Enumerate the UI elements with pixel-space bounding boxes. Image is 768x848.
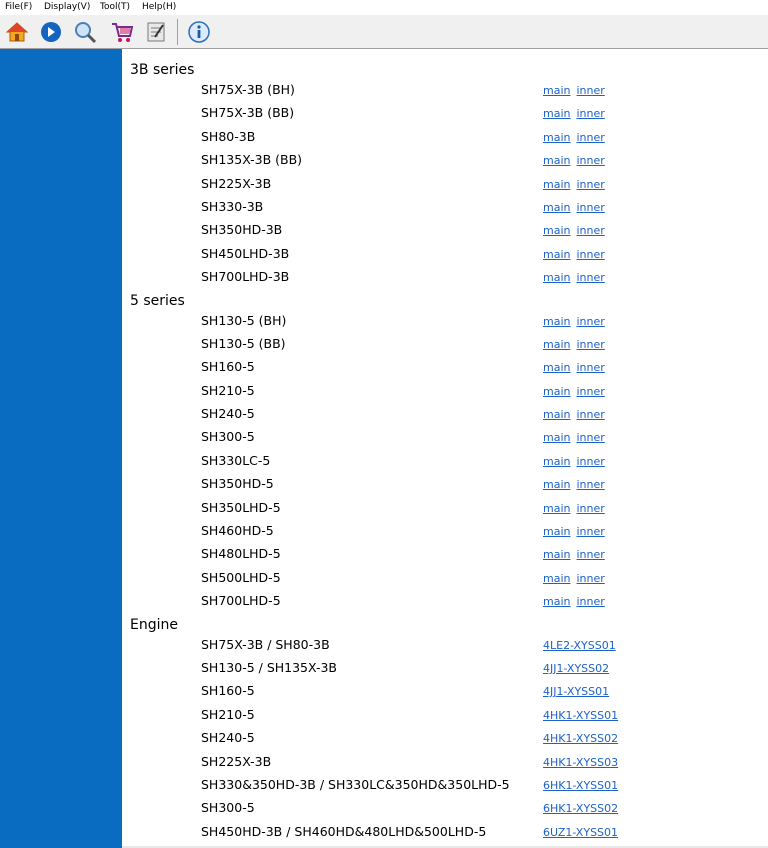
- link-6hk1-xyss02[interactable]: 6HK1-XYSS02: [543, 802, 619, 816]
- link-inner[interactable]: inner: [576, 501, 605, 515]
- model-name: SH210-5: [201, 706, 255, 722]
- model-name: SH700LHD-5: [201, 593, 281, 609]
- link-main[interactable]: main: [543, 478, 571, 492]
- model-row: [122, 704, 768, 727]
- section-title: 3B series: [130, 62, 195, 78]
- link-group: [543, 313, 611, 331]
- menu-file[interactable]: File(F): [5, 2, 33, 12]
- link-group: [543, 222, 611, 240]
- link-main[interactable]: main: [543, 177, 571, 191]
- link-main[interactable]: main: [543, 224, 571, 238]
- model-row: [122, 774, 768, 797]
- link-main[interactable]: main: [543, 337, 571, 351]
- link-inner[interactable]: inner: [576, 478, 605, 492]
- link-group: [543, 707, 624, 725]
- model-name: SH350HD-3B: [201, 222, 283, 238]
- link-group: [543, 336, 611, 354]
- link-inner[interactable]: inner: [576, 361, 605, 375]
- model-name: SH450LHD-3B: [201, 245, 290, 261]
- link-inner[interactable]: inner: [576, 525, 605, 539]
- model-name: SH330&350HD-3B / SH330LC&350HD&350LHD-5: [201, 776, 510, 792]
- section-header: [122, 59, 768, 79]
- model-row: [122, 473, 768, 496]
- model-row: [122, 497, 768, 520]
- link-6uz1-xyss01[interactable]: 6UZ1-XYSS01: [543, 825, 619, 839]
- menu-display[interactable]: Display(V): [44, 2, 91, 12]
- link-inner[interactable]: inner: [576, 84, 605, 97]
- model-row: [122, 310, 768, 333]
- link-group: [543, 660, 615, 678]
- model-row: [122, 266, 768, 289]
- content-pane: [122, 49, 768, 848]
- model-row: [122, 727, 768, 750]
- model-row: [122, 634, 768, 657]
- link-group: [543, 593, 611, 611]
- toolbar-separator: [177, 19, 178, 45]
- link-group: [543, 476, 611, 494]
- link-main[interactable]: main: [543, 384, 571, 398]
- link-group: [543, 754, 624, 772]
- link-group: [543, 730, 624, 748]
- link-group: [543, 429, 611, 447]
- link-group: [543, 269, 611, 287]
- link-main[interactable]: main: [543, 84, 571, 97]
- model-name: SH135X-3B (BB): [201, 152, 303, 168]
- link-group: [543, 500, 611, 518]
- model-row: [122, 450, 768, 473]
- model-row: [122, 590, 768, 613]
- model-row: [122, 380, 768, 403]
- search-icon[interactable]: [72, 19, 98, 45]
- section-header: [122, 290, 768, 310]
- link-4hk1-xyss03[interactable]: 4HK1-XYSS03: [543, 755, 619, 769]
- model-name: SH330LC-5: [201, 452, 271, 468]
- link-group: [543, 246, 611, 264]
- link-main[interactable]: main: [543, 154, 571, 168]
- model-name: SH75X-3B (BH): [201, 82, 295, 97]
- model-row: [122, 126, 768, 149]
- model-name: SH130-5 (BH): [201, 312, 287, 328]
- link-inner[interactable]: inner: [576, 154, 605, 168]
- model-name: SH350LHD-5: [201, 499, 281, 515]
- link-group: [543, 152, 611, 170]
- menu-bar: [0, 0, 768, 15]
- model-row: [122, 543, 768, 566]
- model-name: SH240-5: [201, 730, 255, 746]
- link-inner[interactable]: inner: [576, 408, 605, 422]
- link-inner[interactable]: inner: [576, 337, 605, 351]
- link-group: [543, 406, 611, 424]
- link-main[interactable]: main: [543, 501, 571, 515]
- section-title: Engine: [130, 616, 178, 633]
- model-name: SH130-5 / SH135X-3B: [201, 659, 337, 675]
- model-row: [122, 751, 768, 774]
- toolbar: [0, 15, 768, 49]
- model-name: SH300-5: [201, 429, 255, 445]
- link-group: [543, 570, 611, 588]
- link-main[interactable]: main: [543, 571, 571, 585]
- model-row: [122, 797, 768, 820]
- model-row: [122, 520, 768, 543]
- model-name: SH700LHD-3B: [201, 269, 290, 285]
- link-group: [543, 546, 611, 564]
- link-inner[interactable]: inner: [576, 571, 605, 585]
- sidebar-panel: [0, 49, 122, 848]
- model-row: [122, 333, 768, 356]
- link-4hk1-xyss02[interactable]: 4HK1-XYSS02: [543, 732, 619, 746]
- link-inner[interactable]: inner: [576, 314, 605, 328]
- model-name: SH480LHD-5: [201, 546, 281, 562]
- link-group: [543, 453, 611, 471]
- model-row: [122, 680, 768, 703]
- model-row: [122, 426, 768, 449]
- cart-icon[interactable]: [109, 19, 135, 45]
- info-icon[interactable]: [186, 19, 212, 45]
- model-name: SH300-5: [201, 800, 255, 816]
- model-name: SH160-5: [201, 683, 255, 699]
- link-group: [543, 105, 611, 123]
- link-main[interactable]: main: [543, 408, 571, 422]
- link-main[interactable]: main: [543, 454, 571, 468]
- link-group: [543, 383, 611, 401]
- model-name: SH450HD-3B / SH460HD&480LHD&500LHD-5: [201, 823, 487, 839]
- link-main[interactable]: main: [543, 595, 571, 609]
- link-inner[interactable]: inner: [576, 107, 605, 121]
- model-name: SH225X-3B: [201, 175, 272, 191]
- link-main[interactable]: main: [543, 200, 571, 214]
- model-row: [122, 657, 768, 680]
- link-group: [543, 176, 611, 194]
- link-inner[interactable]: inner: [576, 454, 605, 468]
- link-main[interactable]: main: [543, 525, 571, 539]
- link-inner[interactable]: inner: [576, 548, 605, 562]
- link-main[interactable]: main: [543, 247, 571, 261]
- link-inner[interactable]: inner: [576, 595, 605, 609]
- link-4jj1-xyss02[interactable]: 4JJ1-XYSS02: [543, 661, 610, 675]
- section-title: 5 series: [130, 292, 185, 309]
- link-inner[interactable]: inner: [576, 224, 605, 238]
- link-group: [543, 683, 615, 701]
- model-name: SH240-5: [201, 406, 255, 422]
- model-row: [122, 173, 768, 196]
- link-inner[interactable]: inner: [576, 247, 605, 261]
- model-name: SH500LHD-5: [201, 569, 281, 585]
- menu-help[interactable]: Help(H): [142, 2, 177, 12]
- link-group: [543, 129, 611, 147]
- link-main[interactable]: main: [543, 271, 571, 285]
- model-name: SH160-5: [201, 359, 255, 375]
- link-inner[interactable]: inner: [576, 200, 605, 214]
- model-name: SH225X-3B: [201, 753, 272, 769]
- link-inner[interactable]: inner: [576, 177, 605, 191]
- link-inner[interactable]: inner: [576, 271, 605, 285]
- model-name: SH460HD-5: [201, 523, 274, 539]
- link-main[interactable]: main: [543, 107, 571, 121]
- model-row: [122, 243, 768, 266]
- model-name: SH80-3B: [201, 128, 256, 144]
- model-row: [122, 356, 768, 379]
- link-main[interactable]: main: [543, 548, 571, 562]
- model-row: [122, 102, 768, 125]
- model-name: SH330-3B: [201, 198, 264, 214]
- model-row: [122, 196, 768, 219]
- model-name: SH75X-3B / SH80-3B: [201, 636, 330, 652]
- model-name: SH75X-3B (BB): [201, 105, 295, 121]
- model-row: [122, 403, 768, 426]
- notes-icon[interactable]: [143, 19, 169, 45]
- link-main[interactable]: main: [543, 130, 571, 144]
- link-4hk1-xyss01[interactable]: 4HK1-XYSS01: [543, 708, 619, 722]
- link-group: [543, 777, 624, 795]
- link-main[interactable]: main: [543, 361, 571, 375]
- link-group: [543, 824, 624, 842]
- model-row: [122, 821, 768, 844]
- model-name: SH350HD-5: [201, 476, 274, 492]
- model-row: [122, 149, 768, 172]
- link-4jj1-xyss01[interactable]: 4JJ1-XYSS01: [543, 685, 610, 699]
- link-group: [543, 82, 611, 100]
- home-icon[interactable]: [4, 19, 30, 45]
- link-group: [543, 637, 622, 655]
- section-header: [122, 614, 768, 634]
- link-inner[interactable]: inner: [576, 431, 605, 445]
- link-inner[interactable]: inner: [576, 130, 605, 144]
- link-6hk1-xyss01[interactable]: 6HK1-XYSS01: [543, 778, 619, 792]
- model-name: SH130-5 (BB): [201, 335, 286, 351]
- link-main[interactable]: main: [543, 314, 571, 328]
- link-main[interactable]: main: [543, 431, 571, 445]
- forward-arrow-icon[interactable]: [38, 19, 64, 45]
- link-group: [543, 523, 611, 541]
- link-4le2-xyss01[interactable]: 4LE2-XYSS01: [543, 638, 616, 652]
- model-row: [122, 79, 768, 102]
- model-row: [122, 567, 768, 590]
- model-row: [122, 219, 768, 242]
- model-name: SH210-5: [201, 382, 255, 398]
- link-group: [543, 359, 611, 377]
- menu-tool[interactable]: Tool(T): [100, 2, 131, 12]
- link-group: [543, 199, 611, 217]
- link-inner[interactable]: inner: [576, 384, 605, 398]
- link-group: [543, 800, 624, 818]
